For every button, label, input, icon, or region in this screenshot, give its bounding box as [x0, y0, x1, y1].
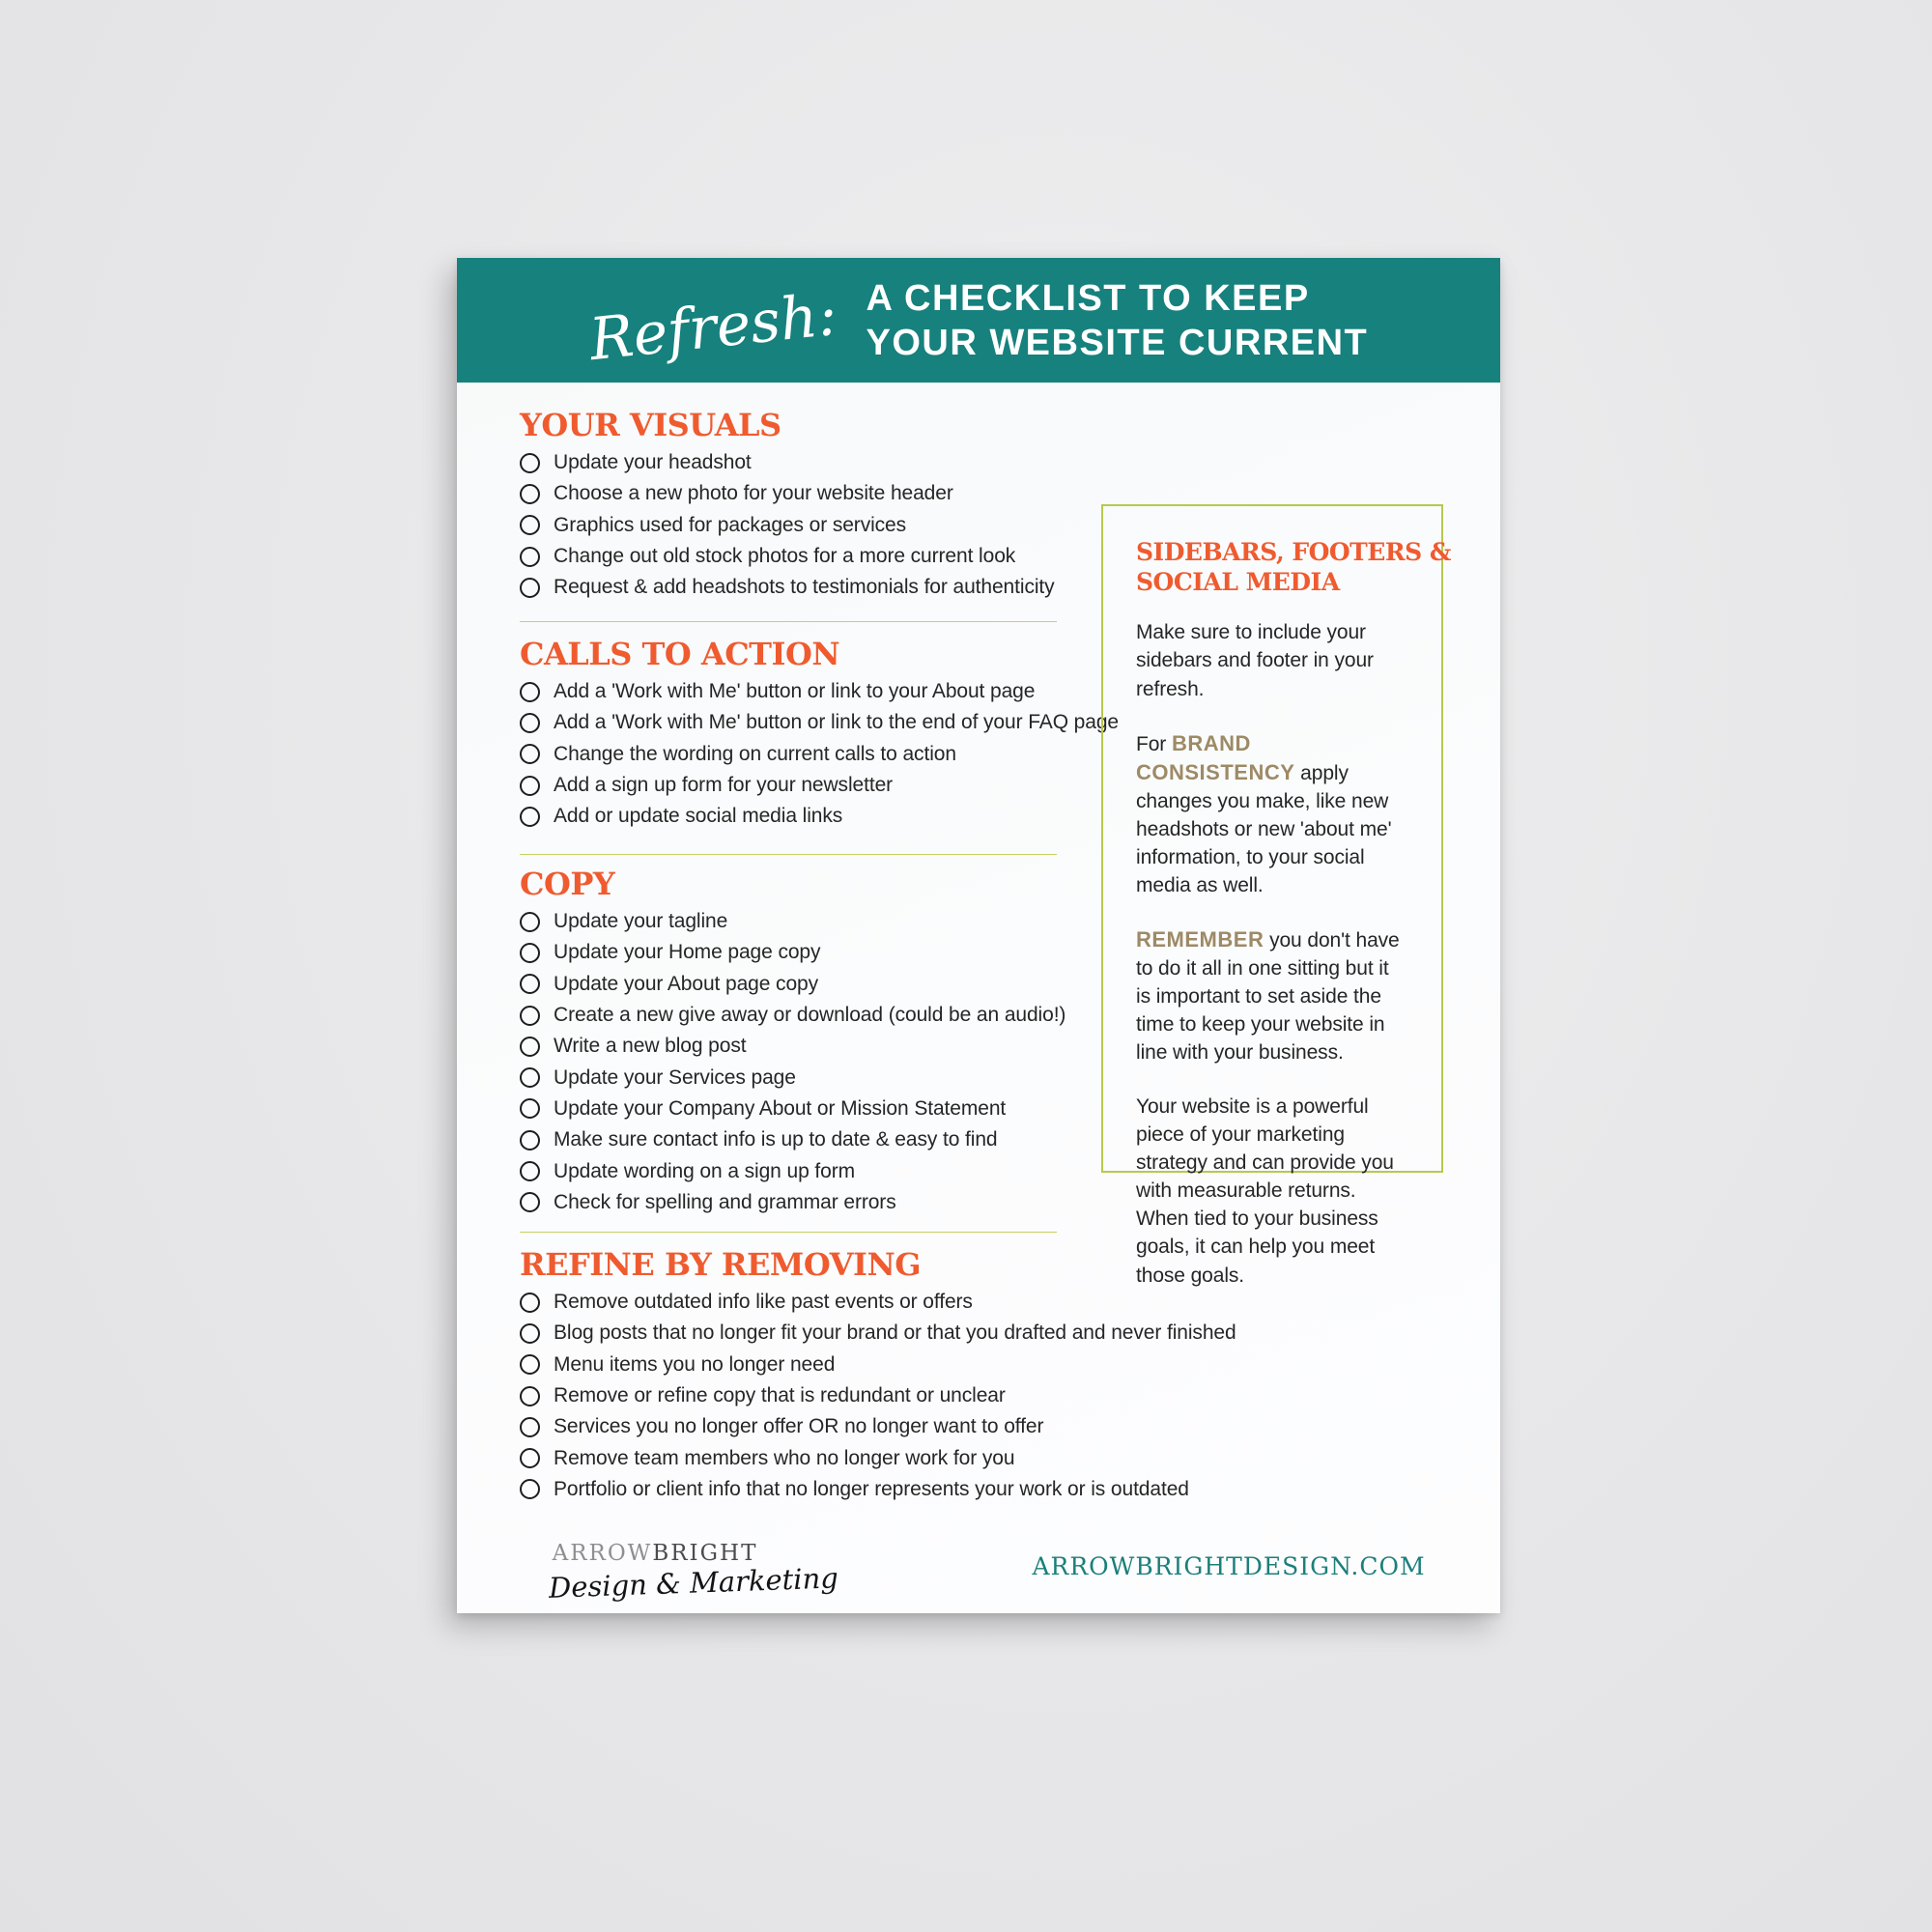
checklist-item-label: Portfolio or client info that no longer represents your work or is outdated — [554, 1477, 1189, 1500]
checkbox-circle-icon[interactable] — [520, 1448, 540, 1468]
checkbox-circle-icon[interactable] — [520, 1192, 540, 1212]
sidebar-paragraph: Your website is a powerful piece of your marketing strategy and can provide you with measurable returns. When tied to your business goals, it can help you meet those goals. — [1136, 1095, 1394, 1287]
checkbox-circle-icon[interactable] — [520, 1417, 540, 1437]
checkbox-circle-icon[interactable] — [520, 1130, 540, 1151]
checklist-item-label: Request & add headshots to testimonials for authenticity — [554, 576, 1055, 599]
checkbox-circle-icon[interactable] — [520, 547, 540, 567]
checklist-item — [520, 707, 1119, 738]
section-divider — [520, 621, 1057, 622]
checkbox-circle-icon[interactable] — [520, 1293, 540, 1313]
checklist-item-label: Remove or refine copy that is redundant or unclear — [554, 1384, 1006, 1407]
checkbox-circle-icon[interactable] — [520, 1098, 540, 1119]
checkbox-circle-icon[interactable] — [520, 1006, 540, 1026]
checklist-item-label: Blog posts that no longer fit your brand or that you drafted and never finished — [554, 1321, 1236, 1345]
checkbox-circle-icon[interactable] — [520, 682, 540, 702]
checklist-item — [520, 937, 1065, 968]
checklist-item — [520, 801, 1119, 832]
header-title-line2: YOUR WEBSITE CURRENT — [866, 322, 1369, 363]
checklist-item — [520, 1318, 1236, 1349]
checklist-item-label: Services you no longer offer OR no longer want to offer — [554, 1415, 1044, 1438]
checkbox-circle-icon[interactable] — [520, 943, 540, 963]
checklist-item-label: Update your About page copy — [554, 972, 819, 995]
checkbox-circle-icon[interactable] — [520, 484, 540, 504]
checklist-item — [520, 541, 1055, 572]
checklist-item-label: Make sure contact info is up to date & easy to find — [554, 1128, 998, 1151]
section-divider — [520, 1232, 1057, 1233]
emphasis-text: BRAND CONSISTENCY — [1136, 731, 1295, 784]
checklist-item — [520, 1287, 1236, 1318]
checklist-item — [520, 1411, 1236, 1442]
checklist-item-label: Update your Company About or Mission Statement — [554, 1096, 1007, 1120]
header-title — [866, 276, 1368, 365]
checklist-item — [520, 572, 1055, 603]
checklist-item — [520, 770, 1119, 801]
checklist-item-label: Add a 'Work with Me' button or link to the end of your FAQ page — [554, 711, 1119, 734]
header-bar — [457, 258, 1500, 383]
checklist-item — [520, 1000, 1065, 1031]
checkbox-circle-icon[interactable] — [520, 453, 540, 473]
logo-wordmark: ARROWBRIGHT — [552, 1541, 758, 1566]
checklist-item-label: Write a new blog post — [554, 1035, 747, 1058]
checklist-item — [520, 676, 1119, 707]
section-refine-by-removing — [520, 1245, 1236, 1505]
sidebar-paragraph: Make sure to include your sidebars and footer in your refresh. — [1136, 621, 1374, 700]
checklist-item-label: Update wording on a sign up form — [554, 1159, 855, 1182]
header-title-line1: A CHECKLIST TO KEEP — [866, 277, 1310, 319]
checklist-item-label: Graphics used for packages or services — [554, 513, 907, 536]
checkbox-circle-icon[interactable] — [520, 974, 540, 994]
checkbox-circle-icon[interactable] — [520, 744, 540, 764]
logo-tagline: Design & Marketing — [548, 1561, 839, 1605]
footer-logo — [548, 1541, 839, 1605]
checklist-item — [520, 447, 1055, 478]
checklist-item-label: Update your headshot — [554, 451, 752, 474]
section-title: REFINE BY REMOVING — [520, 1246, 922, 1283]
checklist-item-label: Update your tagline — [554, 910, 728, 933]
checklist-item-label: Remove outdated info like past events or offers — [554, 1291, 973, 1314]
checklist-item — [520, 1062, 1065, 1093]
section-title: CALLS TO ACTION — [520, 636, 840, 672]
checkbox-circle-icon[interactable] — [520, 807, 540, 827]
checklist — [520, 447, 1055, 603]
checklist — [520, 676, 1119, 832]
checklist-item-label: Add a sign up form for your newsletter — [554, 774, 894, 797]
refresh-script-label: Refresh: — [585, 280, 840, 374]
section-calls-to-action — [520, 635, 1119, 832]
checklist-item-label: Remove team members who no longer work for you — [554, 1446, 1015, 1469]
checklist-item-label: Menu items you no longer need — [554, 1352, 836, 1376]
checklist-item-label: Choose a new photo for your website header — [554, 482, 953, 505]
sidebar-paragraph: REMEMBER you don't have to do it all in one sitting but it is important to set aside the time to keep your website in line with your business. — [1136, 927, 1400, 1064]
checklist-item — [520, 510, 1055, 541]
section-your-visuals — [520, 406, 1055, 603]
checklist — [520, 1287, 1236, 1505]
checklist-item — [520, 969, 1065, 1000]
checklist-item — [520, 1187, 1065, 1218]
checklist-item-label: Add a 'Work with Me' button or link to your About page — [554, 680, 1036, 703]
checklist-item-label: Add or update social media links — [554, 805, 843, 828]
section-copy — [520, 865, 1065, 1218]
section-title: COPY — [520, 866, 615, 902]
checkbox-circle-icon[interactable] — [520, 1354, 540, 1375]
checkbox-circle-icon[interactable] — [520, 515, 540, 535]
checklist-item — [520, 1094, 1065, 1124]
emphasis-text: REMEMBER — [1136, 927, 1264, 952]
checklist-item — [520, 1031, 1065, 1062]
checklist-item — [520, 739, 1119, 770]
checkbox-circle-icon[interactable] — [520, 1161, 540, 1181]
checklist-item-label: Check for spelling and grammar errors — [554, 1190, 896, 1213]
sidebar-callout-box — [1101, 504, 1451, 1287]
checklist-item — [520, 906, 1065, 937]
section-divider — [520, 854, 1057, 855]
checkbox-circle-icon[interactable] — [520, 776, 540, 796]
checklist-item-label: Change out old stock photos for a more current look — [554, 545, 1016, 568]
footer-website-url[interactable]: ARROWBRIGHTDESIGN.COM — [1032, 1552, 1426, 1580]
sidebar-paragraph: For BRAND CONSISTENCY apply changes you make, like new headshots or new 'about me' information, to your social media as well. — [1136, 731, 1392, 896]
checklist-item — [520, 1124, 1065, 1155]
checkbox-circle-icon[interactable] — [520, 713, 540, 733]
checkbox-circle-icon[interactable] — [520, 912, 540, 932]
sidebar-title-line1: SIDEBARS, FOOTERS & — [1136, 538, 1451, 566]
checklist-item — [520, 1350, 1236, 1380]
checklist-item-label: Update your Services page — [554, 1065, 796, 1089]
checkbox-circle-icon[interactable] — [520, 1067, 540, 1088]
checklist-item-label: Change the wording on current calls to action — [554, 742, 956, 765]
checklist-item-label: Create a new give away or download (could be an audio!) — [554, 1004, 1066, 1027]
checklist — [520, 906, 1065, 1218]
checkbox-circle-icon[interactable] — [520, 1323, 540, 1344]
sidebar-title-line2: SOCIAL MEDIA — [1136, 568, 1340, 596]
checklist-item-label: Update your Home page copy — [554, 941, 821, 964]
checklist-item — [520, 1380, 1236, 1411]
checkbox-circle-icon[interactable] — [520, 1037, 540, 1057]
checklist-page — [457, 258, 1500, 1613]
checklist-item — [520, 1155, 1065, 1186]
checkbox-circle-icon[interactable] — [520, 1386, 540, 1406]
section-title: YOUR VISUALS — [520, 407, 781, 443]
checkbox-circle-icon[interactable] — [520, 578, 540, 598]
checklist-item — [520, 1474, 1236, 1505]
checklist-item — [520, 1442, 1236, 1473]
checklist-item — [520, 478, 1055, 509]
sidebar-title — [1136, 537, 1451, 597]
checkbox-circle-icon[interactable] — [520, 1479, 540, 1499]
